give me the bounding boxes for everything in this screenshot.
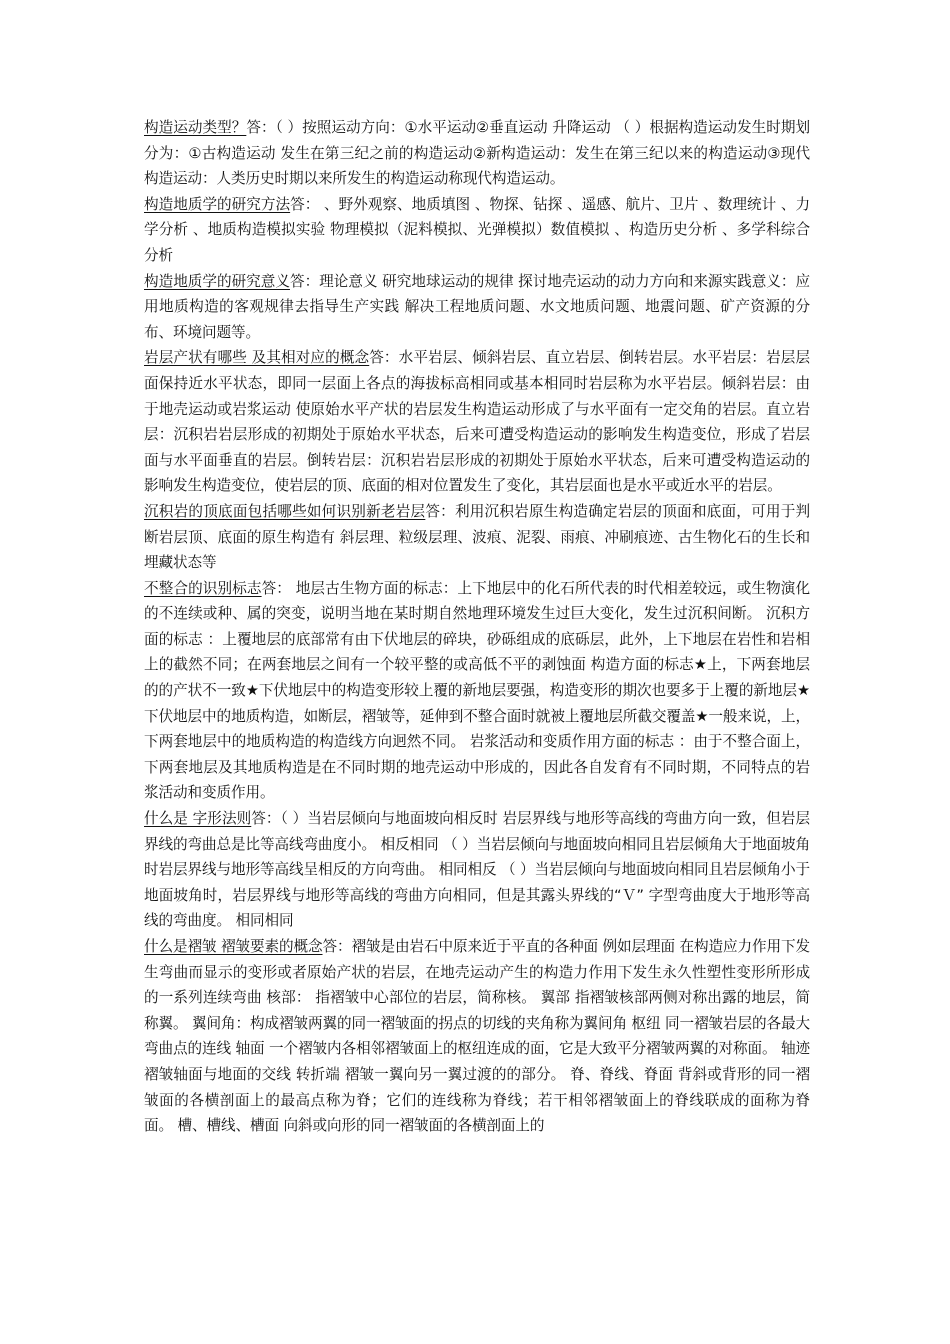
section-heading: 构造地质学的研究方法 <box>144 195 291 213</box>
section-body: 答：理论意义 研究地球运动的规律 探讨地壳运动的动力方向和来源实践意义：应用地质构造的客观规律去指导生产实践 解决工程地质问题、水文地质问题、地震问题、矿产资源的分布、环境问题等。 <box>144 272 810 341</box>
document-body <box>144 115 810 1139</box>
section-body: 答：利用沉积岩原生构造确定岩层的顶面和底面，可用于判断岩层顶、底面的原生构造有 斜层理、粒级层理、波痕、泥裂、雨痕、冲刷痕迹、古生物化石的生长和埋藏状态等 <box>144 502 810 572</box>
section-heading: 什么是褶皱 褶皱要素的概念 <box>144 938 323 955</box>
section-heading: 构造运动类型？ <box>144 119 247 136</box>
section-movement-types <box>144 115 810 192</box>
section-folds <box>144 934 810 1139</box>
section-body: 答： 地层古生物方面的标志：上下地层中的化石所代表的时代相差较远，或生物演化的不连续或种、属的突变，说明当地在某时期自然地理环境发生过巨大变化，发生过沉积间断。 沉积方面的标志 ：上覆地层的底部常有由下伏地层的碎块，砂砾组成的底砾层，此外，上下地层在岩性和岩相上的截然不同；在两套地层之间有一个较平整的或高低不平的剥蚀面 构造方面的标志★上，下两套地层的的产状不一致★下伏地层中的构造变形较上覆的新地层要强，构造变形的期次也要多于上覆的新地层★下伏地层中的地质构造，如断层，褶皱等，延伸到不整合面时就被上覆地层所截交覆盖★一般来说，上，下两套地层中的地质构造的构造线方向迥然不同。 岩浆活动和变质作用方面的标志 ：由于不整合面上，下两套地层及其地质构造是在不同时期的地壳运动中形成的，因此各自发育有不同时期，不同特点的岩浆活动和变质作用。 <box>144 579 810 802</box>
section-v-rule <box>144 806 810 934</box>
section-research-methods <box>144 192 810 269</box>
section-body: 答：水平岩层、倾斜岩层、直立岩层、倒转岩层。水平岩层：岩层层面保持近水平状态，即同一层面上各点的海拔标高相同或基本相同时岩层称为水平岩层。倾斜岩层：由于地壳运动或岩浆运动 使原始水平产状的岩层发生构造运动形成了与水平面有一定交角的岩层。直立岩层：沉积岩岩层形成的初期处于原始水平状态，后来可遭受构造运动的影响发生构造变位，形成了岩层面与水平面垂直的岩层。倒转岩层：沉积岩岩层形成的初期处于原始水平状态，后来可遭受构造运动的影响发生构造变位，使岩层的顶、底面的相对位置发生了变化，其岩层面也是水平或近水平的岩层。 <box>144 349 810 495</box>
section-heading: 沉积岩的顶底面包括哪些如何识别新老岩层 <box>144 502 426 520</box>
section-heading: 岩层产状有哪些 及其相对应的概念 <box>144 349 370 367</box>
section-body: 答：（ ）按照运动方向：①水平运动②垂直运动 升降运动 （ ）根据构造运动发生时期划分为：①古构造运动 发生在第三纪之前的构造运动②新构造运动：发生在第三纪以来的构造运动③现代构造运动：人类历史时期以来所发生的构造运动称现代构造运动。 <box>144 119 810 188</box>
section-body: 答：褶皱是由岩石中原来近于平直的各种面 例如层理面 在构造应力作用下发生弯曲而显示的变形或者原始产状的岩层，在地壳运动产生的构造力作用下发生永久性塑性变形所形成的一系列连续弯曲 核部： 指褶皱中心部位的岩层，简称核。 翼部 指褶皱核部两侧对称出露的地层，简称翼。 翼间角：构成褶皱两翼的同一褶皱面的拐点的切线的夹角称为翼间角 枢纽 同一褶皱岩层的各最大弯曲点的连线 轴面 一个褶皱内各相邻褶皱面上的枢纽连成的面，它是大致平分褶皱两翼的对称面。 轴迹 褶皱轴面与地面的交线 转折端 褶皱一翼向另一翼过渡的的部分。 脊、脊线、脊面 背斜或背形的同一褶皱面的各横剖面上的最高点称为脊；它们的连线称为脊线；若干相邻褶皱面上的脊线联成的面称为脊面。 槽、槽线、槽面 向斜或向形的同一褶皱面的各横剖面上的 <box>144 938 811 1135</box>
section-top-bottom <box>144 499 810 576</box>
section-unconformity <box>144 576 810 806</box>
section-body: 答：（ ）当岩层倾向与地面坡向相反时 岩层界线与地形等高线的弯曲方向一致，但岩层界线的弯曲总是比等高线弯曲度小。 相反相同 （ ）当岩层倾向与地面坡向相同且岩层倾角大于地面坡角时岩层界线与地形等高线呈相反的方向弯曲。 相同相反 （ ）当岩层倾向与地面坡向相同且岩层倾角小于地面坡角时，岩层界线与地形等高线的弯曲方向相同，但是其露头界线的“Ｖ” 字型弯曲度大于地形等高线的弯曲度。 相同相同 <box>144 810 810 930</box>
section-heading: 不整合的识别标志 <box>144 579 262 597</box>
section-research-significance <box>144 269 810 346</box>
section-body: 答： 、野外观察、地质填图 、物探、钻探 、遥感、航片、卫片 、数理统计 、力学分析 、地质构造模拟实验 物理模拟（泥料模拟、光弹模拟）数值模拟 、构造历史分析 、多学科综合分析 <box>144 195 810 264</box>
section-strata-attitudes <box>144 345 810 499</box>
section-heading: 什么是 字形法则 <box>144 810 252 828</box>
section-heading: 构造地质学的研究意义 <box>144 272 290 290</box>
